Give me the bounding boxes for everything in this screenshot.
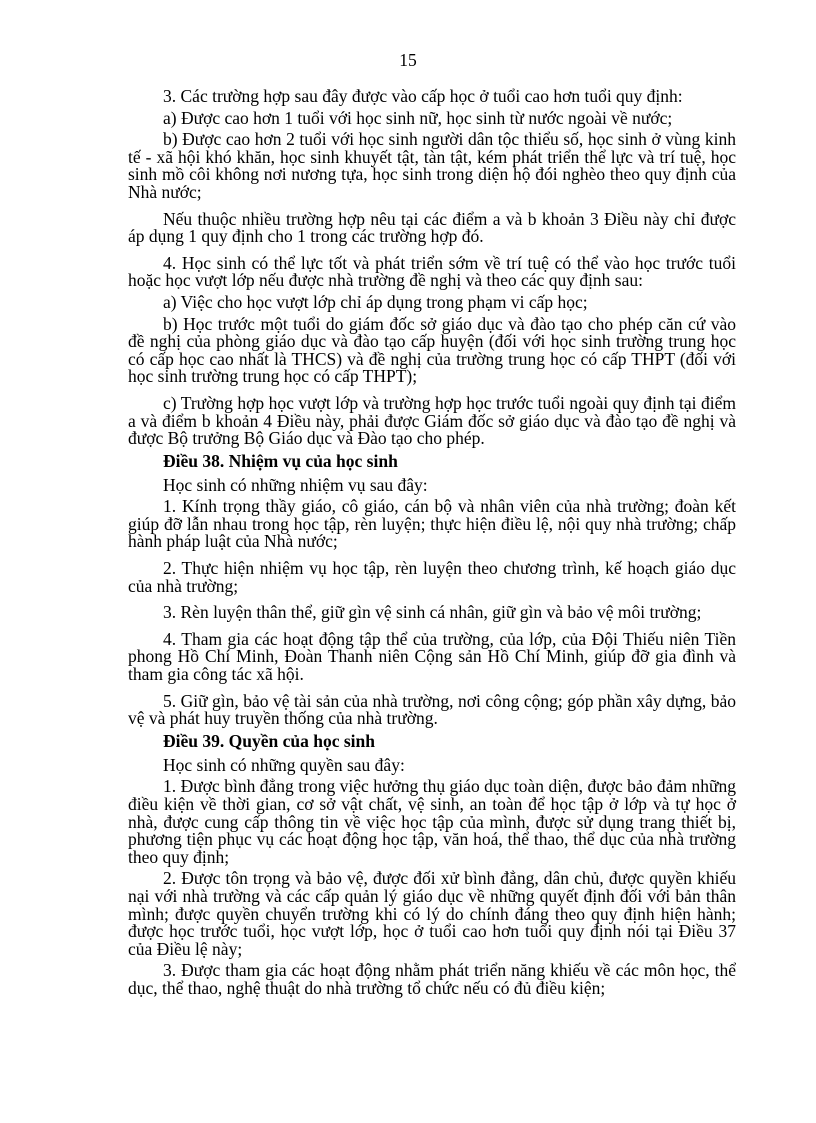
clause-3a: a) Được cao hơn 1 tuổi với học sinh nữ, học sinh từ nước ngoài về nước;: [163, 107, 673, 128]
clause-3-note: Nếu thuộc nhiều trường hợp nêu tại các điểm a và b khoản 3 Điều này chỉ được áp dụng 1 quy định cho 1 trong các trường hợp đó.: [128, 208, 736, 247]
article-38-item-1: 1. Kính trọng thầy giáo, cô giáo, cán bộ và nhân viên của nhà trường; đoàn kết giúp đỡ lẫn nhau trong học tập, rèn luyện; thực hiện điều lệ, nội quy nhà trường; chấp hành pháp luật của Nhà nước;: [128, 496, 736, 552]
clause-3: 3. Các trường hợp sau đây được vào cấp học ở tuổi cao hơn tuổi quy định:: [163, 86, 683, 106]
article-38-item-4: 4. Tham gia các hoạt động tập thể của trường, của lớp, của Đội Thiếu niên Tiền phong Hồ Chí Minh, Đoàn Thanh niên Cộng sản Hồ Chí Minh, giúp đỡ gia đình và tham gia công tác xã hội.: [128, 628, 736, 685]
article-38-item-3: 3. Rèn luyện thân thể, giữ gìn vệ sinh cá nhân, giữ gìn và bảo vệ môi trường;: [163, 602, 702, 623]
article-39-item-2: 2. Được tôn trọng và bảo vệ, được đối xử bình đẳng, dân chủ, được quyền khiếu nại với nhà trường và các cấp quản lý giáo dục về những quyết định đối với bản thân mình; được quyền chuyển trường khi có lý do chính đáng theo quy định hiện hành; được học trước tuổi, học vượt lớp, học ở tuổi cao hơn tuổi quy định nói tại Điều 37 của Điều lệ này;: [128, 868, 736, 959]
article-39-item-1: 1. Được bình đẳng trong việc hưởng thụ giáo dục toàn diện, được bảo đảm những điều kiện về thời gian, cơ sở vật chất, vệ sinh, an toàn để học tập ở lớp và tự học ở nhà, được cung cấp thông tin về việc học tập của mình, được sử dụng trang thiết bị, phương tiện phục vụ các hoạt động học tập, văn hoá, thể thao, thể dục của nhà trường theo quy định;: [128, 776, 736, 867]
article-39-item-3: 3. Được tham gia các hoạt động nhằm phát triển năng khiếu về các môn học, thể dục, thể thao, nghệ thuật do nhà trường tổ chức nếu có đủ điều kiện;: [128, 960, 736, 998]
page-number: 15: [399, 50, 417, 70]
article-39-heading: Điều 39. Quyền của học sinh: [163, 730, 375, 751]
clause-4b: b) Học trước một tuổi do giám đốc sở giáo dục và đào tạo cho phép căn cứ vào đề nghị của phòng giáo dục và đào tạo cấp huyện (đối với học sinh trường trung học có cấp học cao nhất là THCS) và đề nghị của trường trung học có cấp THPT (đối với học sinh trường trung học có cấp THPT);: [128, 313, 736, 387]
article-38-item-2: 2. Thực hiện nhiệm vụ học tập, rèn luyện theo chương trình, kế hoạch giáo dục của nhà trường;: [128, 558, 736, 596]
article-38-heading: Điều 38. Nhiệm vụ của học sinh: [163, 450, 398, 471]
clause-3b: b) Được cao hơn 2 tuổi với học sinh người dân tộc thiểu số, học sinh ở vùng kinh tế - xã hội khó khăn, học sinh khuyết tật, tàn tật, kém phát triển thể lực và trí tuệ, học sinh mồ côi không nơi nương tựa, học sinh trong diện hộ đói nghèo theo quy định của Nhà nước;: [128, 129, 736, 202]
clause-4: 4. Học sinh có thể lực tốt và phát triển sớm về trí tuệ có thể vào học trước tuổi hoặc học vượt lớp nếu được nhà trường đề nghị và theo các quy định sau:: [128, 252, 736, 291]
article-38-item-5: 5. Giữ gìn, bảo vệ tài sản của nhà trường, nơi công cộng; góp phần xây dựng, bảo vệ và phát huy truyền thống của nhà trường.: [128, 690, 736, 729]
document-body: [128, 88, 736, 1002]
article-39-intro: Học sinh có những quyền sau đây:: [163, 754, 405, 775]
article-38-intro: Học sinh có những nhiệm vụ sau đây:: [163, 474, 428, 495]
clause-4a: a) Việc cho học vượt lớp chỉ áp dụng trong phạm vi cấp học;: [163, 291, 588, 312]
clause-4c: c) Trường hợp học vượt lớp và trường hợp học trước tuổi ngoài quy định tại điểm a và điểm b khoản 4 Điều này, phải được Giám đốc sở giáo dục và đào tạo đề nghị và được Bộ trưởng Bộ Giáo dục và Đào tạo cho phép.: [128, 392, 736, 449]
